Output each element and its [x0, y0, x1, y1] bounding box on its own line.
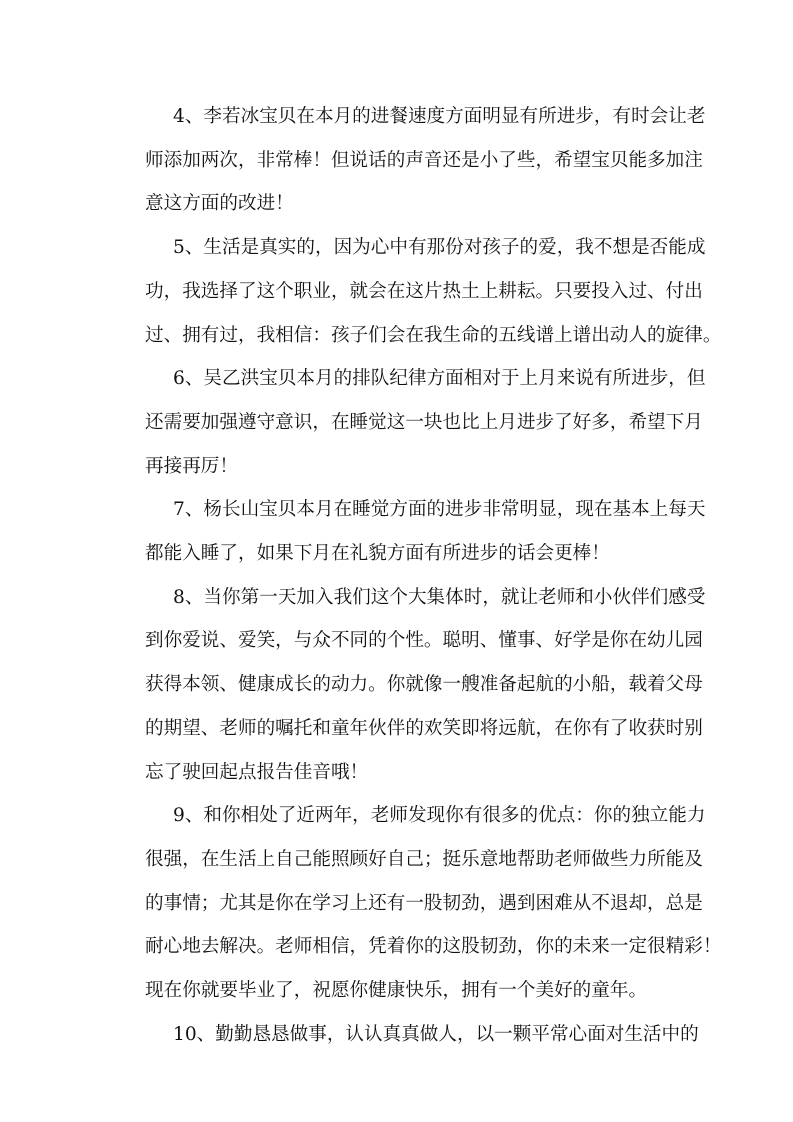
document-body: [117, 95, 722, 1056]
text-line: 耐心地去解决。老师相信，凭着你的这股韧劲，你的未来一定很精彩！: [145, 936, 722, 958]
text-line: 现在你就要毕业了，祝愿你健康快乐，拥有一个美好的童年。: [145, 980, 648, 1002]
text-line: 8、当你第一天加入我们这个大集体时，就让老师和小伙伴们感受: [173, 586, 706, 608]
text-line: 4、李若冰宝贝在本月的进餐速度方面明显有所进步，有时会让老: [173, 106, 706, 127]
text-line: 过、拥有过，我相信：孩子们会在我生命的五线谱上谱出动人的旋律。: [145, 324, 722, 346]
text-line: 都能入睡了，如果下月在礼貌方面有所进步的话会更棒！: [145, 543, 610, 565]
paragraph-8: [117, 576, 706, 795]
text-line: 的期望、老师的嘱托和童年伙伴的欢笑即将远航，在你有了收获时别: [145, 717, 703, 739]
paragraph-6: [117, 357, 706, 488]
paragraph-7: [117, 488, 706, 575]
text-line: 的事情；尤其是你在学习上还有一股韧劲，遇到困难从不退却，总是: [145, 892, 703, 914]
text-line: 意这方面的改进！: [145, 193, 294, 215]
text-line: 很强，在生活上自己能照顾好自己；挺乐意地帮助老师做些力所能及: [145, 848, 703, 870]
text-line: 师添加两次，非常棒！但说话的声音还是小了些，希望宝贝能多加注: [145, 149, 703, 171]
text-line: 10、勤勤恳恳做事，认认真真做人，以一颗平常心面对生活中的: [173, 1023, 699, 1045]
text-line: 忘了驶回起点报告佳音哦！: [145, 761, 369, 783]
text-line: 5、生活是真实的，因为心中有那份对孩子的爱，我不想是否能成: [173, 237, 706, 259]
paragraph-9: [117, 794, 722, 1013]
paragraph-5: [117, 226, 722, 357]
paragraph-4: [117, 95, 706, 226]
text-line: 到你爱说、爱笑，与众不同的个性。聪明、懂事、好学是你在幼儿园: [145, 630, 703, 652]
text-line: 再接再厉！: [145, 455, 238, 477]
text-line: 获得本领、健康成长的动力。你就像一艘准备起航的小船，载着父母: [145, 674, 703, 696]
text-line: 9、和你相处了近两年，老师发现你有很多的优点：你的独立能力: [173, 805, 706, 827]
paragraph-10: [117, 1013, 699, 1057]
text-line: 6、吴乙洪宝贝本月的排队纪律方面相对于上月来说有所进步，但: [173, 368, 706, 390]
text-line: 7、杨长山宝贝本月在睡觉方面的进步非常明显，现在基本上每天: [173, 499, 706, 521]
text-line: 还需要加强遵守意识，在睡觉这一块也比上月进步了好多，希望下月: [145, 411, 703, 433]
text-line: 功，我选择了这个职业，就会在这片热土上耕耘。只要投入过、付出: [145, 280, 703, 302]
